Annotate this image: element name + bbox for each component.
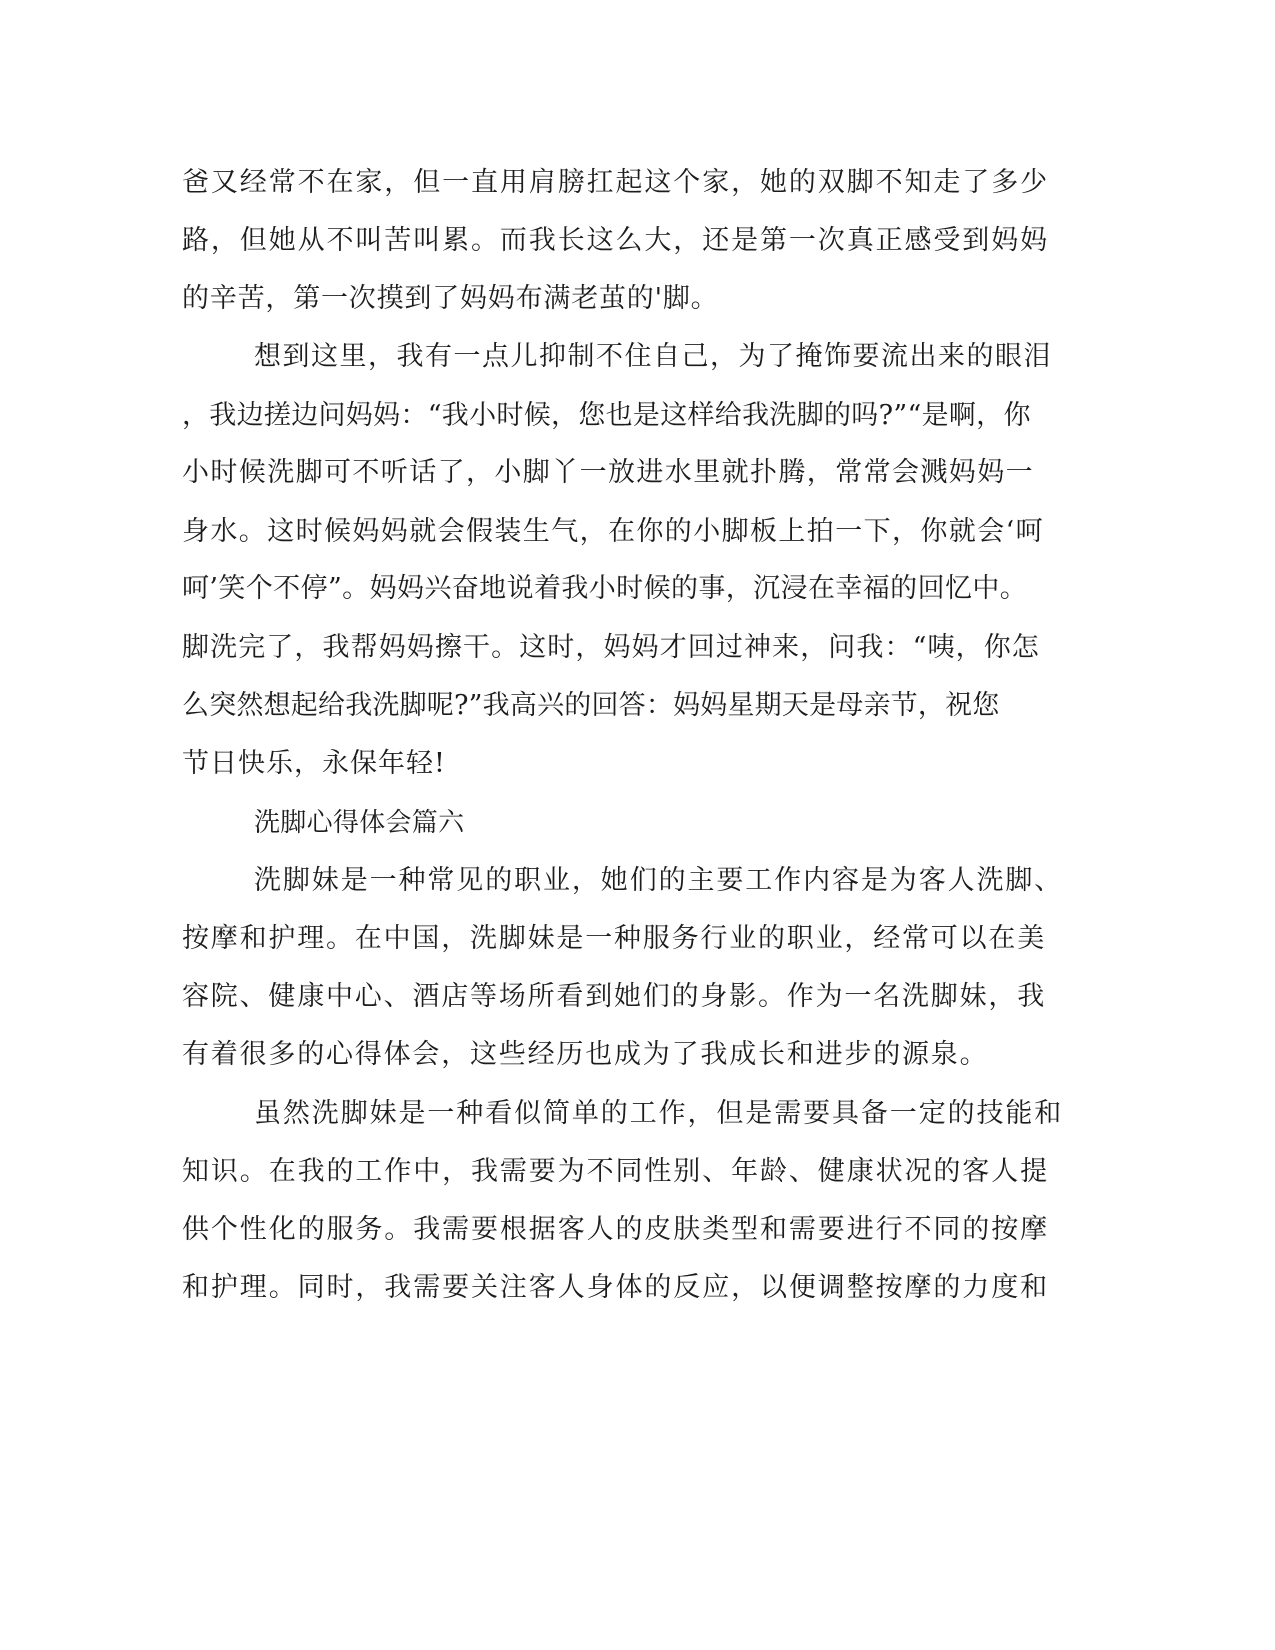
paragraph-line: 洗脚妹是一种常见的职业，她们的主要工作内容是为客人洗脚、 — [254, 865, 1064, 896]
paragraph-line: 供个性化的服务。我需要根据客人的皮肤类型和需要进行不同的按摩 — [182, 1214, 1049, 1245]
paragraph-line: 想到这里，我有一点儿抑制不住自己，为了掩饰要流出来的眼泪 — [254, 341, 1052, 372]
paragraph-line: 路，但她从不叫苦叫累。而我长这么大，还是第一次真正感受到妈妈 — [182, 225, 1049, 256]
paragraph-line: 节日快乐，永保年轻! — [182, 748, 446, 779]
paragraph-line: 和护理。同时，我需要关注客人身体的反应，以便调整按摩的力度和 — [182, 1272, 1049, 1303]
paragraph-line: ，我边搓边问妈妈：“我小时候，您也是这样给我洗脚的吗?”“是啊，你 — [182, 400, 1031, 431]
paragraph-line: 知识。在我的工作中，我需要为不同性别、年龄、健康状况的客人提 — [182, 1156, 1049, 1187]
paragraph-line: 身水。这时候妈妈就会假装生气，在你的小脚板上拍一下，你就会‘呵 — [182, 516, 1044, 547]
paragraph-line: 脚洗完了，我帮妈妈擦干。这时，妈妈才回过神来，问我：“咦，你怎 — [182, 632, 1040, 663]
paragraph-line: 容院、健康中心、酒店等场所看到她们的身影。作为一名洗脚妹，我 — [182, 981, 1046, 1012]
paragraph-line: 呵’笑个不停”。妈妈兴奋地说着我小时候的事，沉浸在幸福的回忆中。 — [182, 573, 1028, 604]
section-heading: 洗脚心得体会篇六 — [254, 808, 465, 838]
paragraph-line: 小时候洗脚可不听话了，小脚丫一放进水里就扑腾，常常会溅妈妈一 — [182, 457, 1034, 488]
paragraph-line: 虽然洗脚妹是一种看似简单的工作，但是需要具备一定的技能和 — [254, 1098, 1064, 1129]
paragraph-line: 的辛苦，第一次摸到了妈妈布满老茧的'脚。 — [182, 283, 719, 314]
paragraph-line: 按摩和护理。在中国，洗脚妹是一种服务行业的职业，经常可以在美 — [182, 923, 1046, 954]
paragraph-line: 么突然想起给我洗脚呢?”我高兴的回答：妈妈星期天是母亲节，祝您 — [182, 690, 1000, 721]
paragraph-line: 爸又经常不在家，但一直用肩膀扛起这个家，她的双脚不知走了多少 — [182, 167, 1049, 198]
paragraph-line: 有着很多的心得体会，这些经历也成为了我成长和进步的源泉。 — [182, 1039, 989, 1070]
